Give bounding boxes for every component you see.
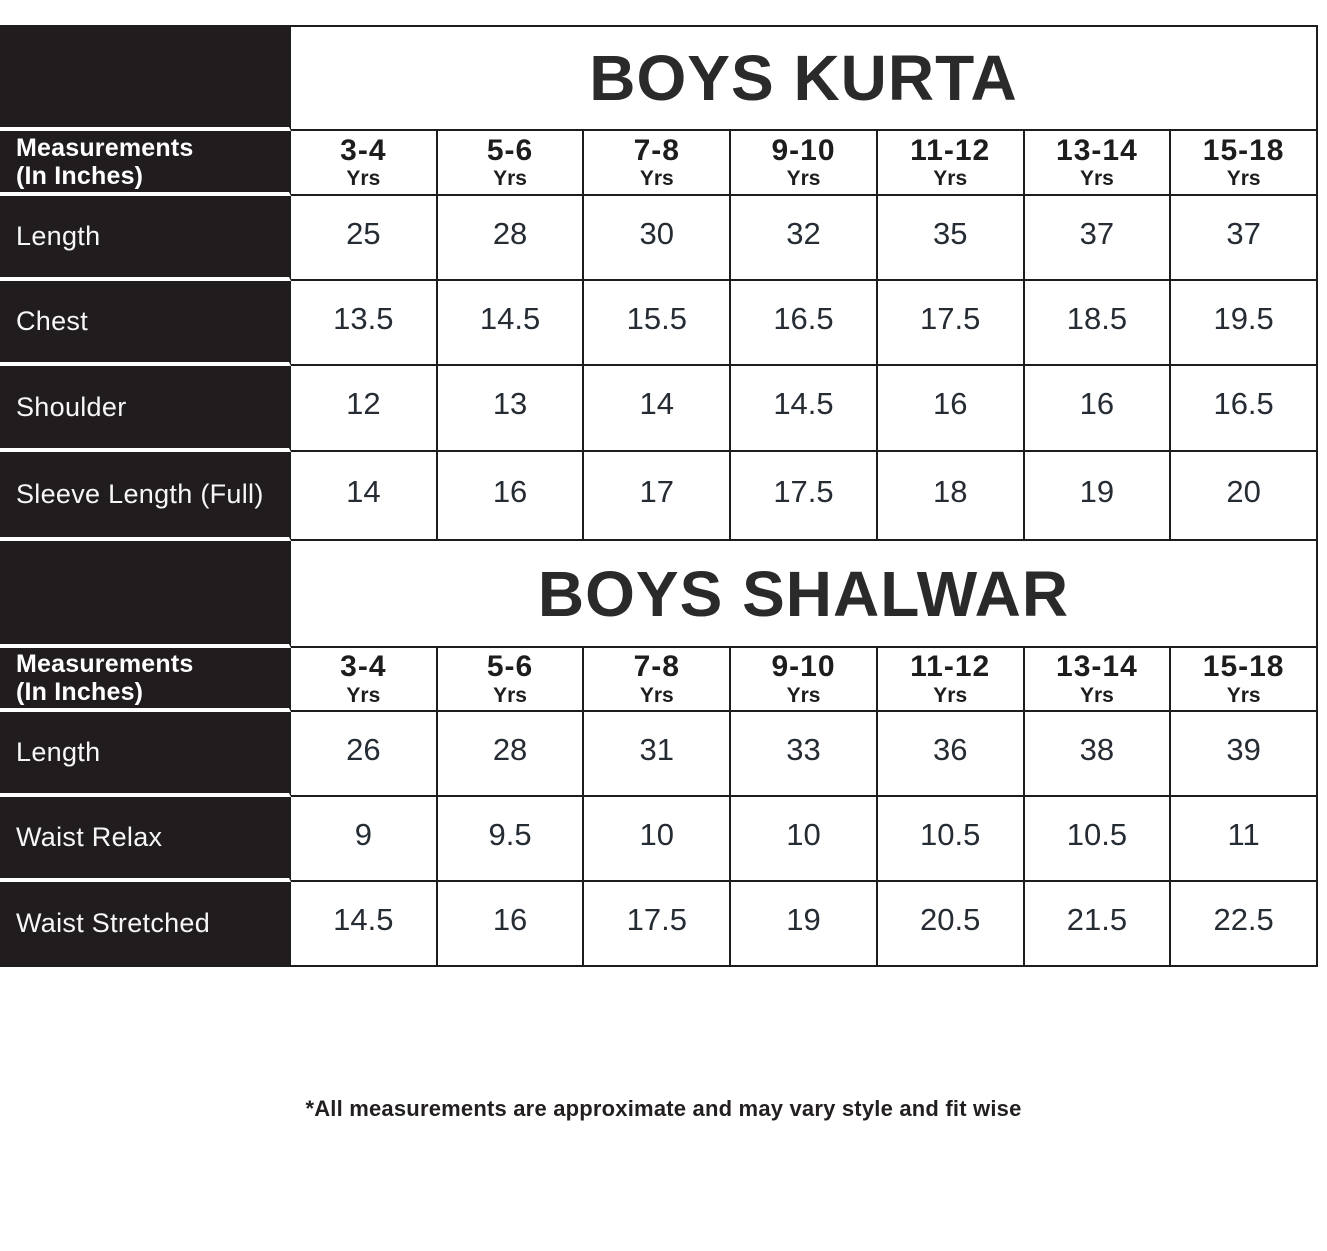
age-column-header	[438, 648, 585, 712]
size-value-cell: 14	[291, 452, 438, 541]
disclaimer-note: *All measurements are approximate and may vary style and fit wise	[305, 1096, 1022, 1121]
size-value-cell: 19.5	[1171, 281, 1318, 366]
size-value-cell: 19	[731, 882, 878, 967]
age-column-header	[1171, 131, 1318, 196]
age-column-header	[1025, 648, 1172, 712]
size-value-cell: 30	[584, 196, 731, 281]
age-unit: Yrs	[346, 683, 381, 707]
size-value-cell: 32	[731, 196, 878, 281]
age-column-header	[584, 648, 731, 712]
age-unit: Yrs	[639, 167, 674, 191]
row-label-waist-relax: Waist Relax	[0, 797, 291, 882]
age-range: 15-18	[1202, 650, 1285, 684]
age-column-header	[291, 648, 438, 712]
size-value-cell: 10	[731, 797, 878, 882]
size-value-cell: 15.5	[584, 281, 731, 366]
size-value-cell: 20.5	[878, 882, 1025, 967]
size-value-cell: 16.5	[731, 281, 878, 366]
size-value-cell: 36	[878, 712, 1025, 797]
size-value-cell: 17	[584, 452, 731, 541]
measurements-header-shalwar	[0, 648, 291, 712]
age-column-header	[731, 131, 878, 196]
age-range: 7-8	[633, 133, 680, 167]
age-column-header	[878, 648, 1025, 712]
size-value-cell: 20	[1171, 452, 1318, 541]
age-range: 7-8	[633, 650, 680, 684]
size-value-cell: 9.5	[438, 797, 585, 882]
size-value-cell: 13.5	[291, 281, 438, 366]
size-value-cell: 12	[291, 366, 438, 452]
age-unit: Yrs	[1079, 167, 1114, 191]
age-unit: Yrs	[493, 167, 527, 191]
age-unit: Yrs	[346, 167, 381, 191]
section-title-kurta: BOYS KURTA	[291, 27, 1318, 131]
size-value-cell: 35	[878, 196, 1025, 281]
age-column-header	[584, 131, 731, 196]
size-value-cell: 18.5	[1025, 281, 1172, 366]
size-value-cell: 17.5	[584, 882, 731, 967]
age-range: 5-6	[486, 133, 534, 167]
age-column-header	[878, 131, 1025, 196]
size-value-cell: 18	[878, 452, 1025, 541]
size-value-cell: 16.5	[1171, 366, 1318, 452]
size-value-cell: 26	[291, 712, 438, 797]
section-title-shalwar: BOYS SHALWAR	[291, 541, 1318, 648]
age-unit: Yrs	[493, 683, 527, 707]
size-value-cell: 10.5	[878, 797, 1025, 882]
size-value-cell: 13	[438, 366, 585, 452]
age-column-header	[438, 131, 585, 196]
age-range: 11-12	[910, 650, 991, 684]
row-label-length: Length	[0, 196, 291, 281]
size-value-cell: 37	[1171, 196, 1318, 281]
size-chart-table	[0, 25, 1318, 967]
size-value-cell: 16	[438, 452, 585, 541]
size-value-cell: 38	[1025, 712, 1172, 797]
age-unit: Yrs	[1226, 683, 1261, 707]
age-column-header	[291, 131, 438, 196]
age-unit: Yrs	[786, 167, 821, 191]
row-label-shoulder: Shoulder	[0, 366, 291, 452]
age-unit: Yrs	[639, 683, 674, 707]
size-value-cell: 14.5	[438, 281, 585, 366]
row-label-waist-stretched: Waist Stretched	[0, 882, 291, 967]
size-value-cell: 28	[438, 712, 585, 797]
size-value-cell: 16	[878, 366, 1025, 452]
age-range: 3-4	[340, 133, 387, 167]
size-value-cell: 16	[1025, 366, 1172, 452]
age-unit: Yrs	[786, 683, 821, 707]
size-value-cell: 37	[1025, 196, 1172, 281]
row-label-chest: Chest	[0, 281, 291, 366]
measurements-header-line2: (In Inches)	[16, 161, 144, 190]
age-range: 9-10	[771, 133, 836, 167]
age-range: 13-14	[1056, 650, 1138, 684]
age-range: 11-12	[910, 133, 991, 167]
row-label-sleeve-length: Sleeve Length (Full)	[0, 452, 291, 541]
size-value-cell: 14.5	[731, 366, 878, 452]
size-value-cell: 10	[584, 797, 731, 882]
age-column-header	[1025, 131, 1172, 196]
row-label-shalwar-length: Length	[0, 712, 291, 797]
age-column-header	[731, 648, 878, 712]
age-range: 5-6	[486, 650, 534, 684]
size-value-cell: 11	[1171, 797, 1318, 882]
blank-cell	[0, 541, 291, 648]
size-value-cell: 21.5	[1025, 882, 1172, 967]
size-value-cell: 28	[438, 196, 585, 281]
age-unit: Yrs	[1079, 683, 1114, 707]
measurements-header-line2: (In Inches)	[16, 678, 144, 706]
age-unit: Yrs	[933, 167, 968, 191]
size-value-cell: 17.5	[878, 281, 1025, 366]
size-value-cell: 39	[1171, 712, 1318, 797]
size-value-cell: 17.5	[731, 452, 878, 541]
age-unit: Yrs	[933, 683, 968, 707]
age-range: 15-18	[1202, 133, 1285, 167]
age-column-header	[1171, 648, 1318, 712]
age-range: 13-14	[1056, 133, 1138, 167]
measurements-header-line1: Measurements	[16, 650, 194, 678]
size-value-cell: 9	[291, 797, 438, 882]
size-value-cell: 25	[291, 196, 438, 281]
size-value-cell: 16	[438, 882, 585, 967]
size-value-cell: 10.5	[1025, 797, 1172, 882]
size-value-cell: 19	[1025, 452, 1172, 541]
size-value-cell: 14	[584, 366, 731, 452]
size-value-cell: 14.5	[291, 882, 438, 967]
size-value-cell: 22.5	[1171, 882, 1318, 967]
measurements-header-kurta	[0, 131, 291, 196]
size-value-cell: 33	[731, 712, 878, 797]
age-range: 3-4	[340, 650, 387, 684]
age-range: 9-10	[771, 650, 836, 684]
measurements-header-line1: Measurements	[16, 133, 194, 162]
size-value-cell: 31	[584, 712, 731, 797]
blank-corner-cell	[0, 27, 291, 131]
age-unit: Yrs	[1226, 167, 1261, 191]
